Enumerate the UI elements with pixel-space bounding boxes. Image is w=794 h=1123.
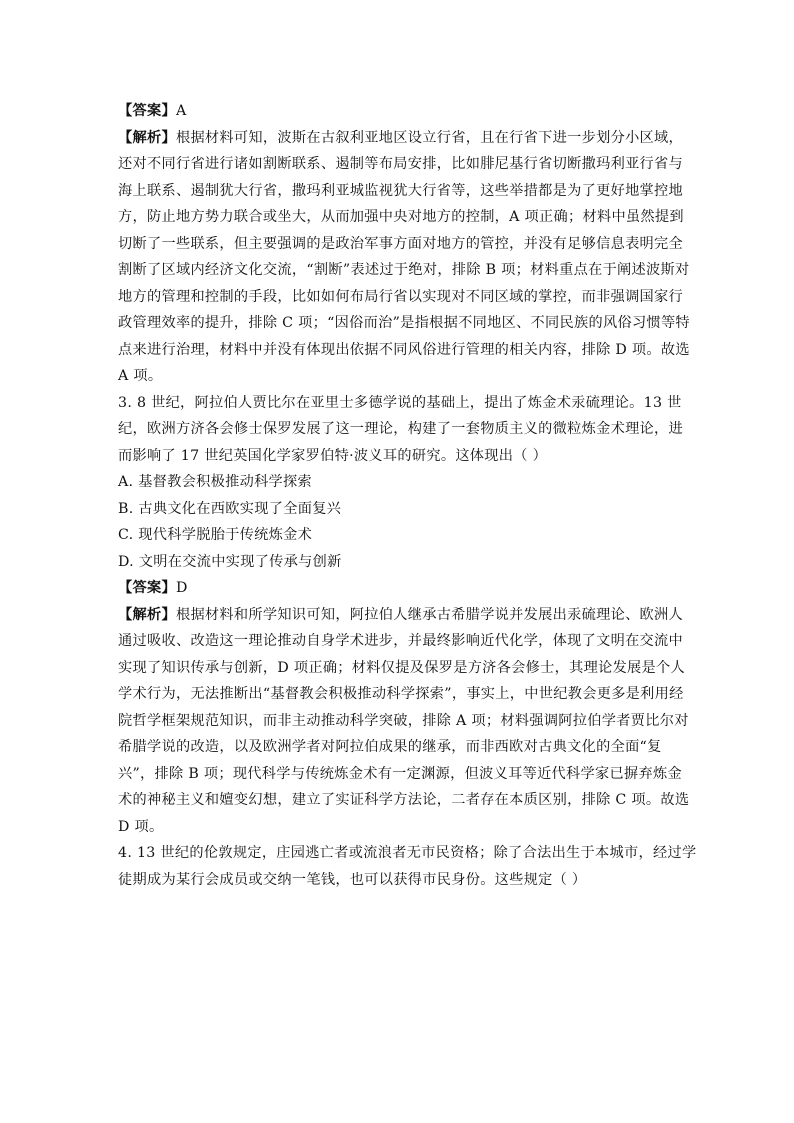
analysis-line: 实现了知识传承与创新，D 项正确；材料仅提及保罗是方济各会修士，其理论发展是个人 (118, 659, 686, 676)
analysis-line: 海上联系、遏制犹大行省，撒玛利亚城监视犹大行省等，这些举措都是为了更好地掌控地 (118, 182, 684, 199)
analysis-line: D 项。 (118, 818, 164, 835)
analysis-line: 术的神秘主义和嬗变幻想，建立了实证科学方法论，二者存在本质区别，排除 C 项。故选 (118, 792, 690, 808)
analysis-line: 点来进行治理，材料中并没有体现出依据不同风俗进行管理的相关内容，排除 D 项。故选 (118, 341, 690, 358)
analysis-line: 希腊学说的改造，以及欧洲学者对阿拉伯成果的继承，而非西欧对古典文化的全面“复 (118, 739, 662, 755)
answer-line (118, 575, 678, 602)
option-c: C. 现代科学脱胎于传统炼金术 (118, 527, 313, 543)
analysis-tag: 【解析】 (118, 129, 176, 146)
answer-value: D (175, 580, 188, 596)
analysis-tag: 【解析】 (118, 606, 176, 623)
analysis-line: 通过吸收、改造这一理论推动自身学术进步，并最终影响近代化学，体现了文明在交流中 (118, 633, 684, 649)
analysis-line: A 项。 (118, 368, 163, 384)
answer-line (118, 98, 678, 125)
analysis-line: 还对不同行省进行诸如割断联系、遏制等布局安排，比如腓尼基行省切断撒玛利亚行省与 (118, 156, 684, 172)
analysis-line (118, 602, 684, 629)
analysis-line: 学术行为，无法推断出“基督教会积极推动科学探索”，事实上，中世纪教会更多是利用经 (118, 686, 684, 702)
analysis-line: 方，防止地方势力联合或坐大，从而加强中央对地方的控制，A 项正确；材料中虽然提到 (118, 209, 684, 225)
option-a: A. 基督教会积极推动科学探索 (118, 474, 313, 490)
analysis-line: 兴”，排除 B 项；现代科学与传统炼金术有一定渊源，但波义耳等近代科学家已摒弃炼金 (118, 765, 682, 782)
analysis-line: 政管理效率的提升，排除 C 项；“因俗而治”是指根据不同地区、不同民族的风俗习惯等特 (118, 315, 690, 331)
analysis-line: 地方的管理和控制的手段，比如如何布局行省以实现对不同区域的掌控，而非强调国家行 (118, 288, 684, 305)
analysis-text: 根据材料可知，波斯在古叙利亚地区设立行省，且在行省下进一步划分小区域， (175, 129, 684, 146)
question-stem: 3. 8 世纪，阿拉伯人贾比尔在亚里士多德学说的基础上，提出了炼金术汞硫理论。13 世 (118, 394, 682, 411)
analysis-line (118, 125, 684, 152)
analysis-line: 院哲学框架规范知识，而非主动推动科学突破，排除 A 项；材料强调阿拉伯学者贾比尔对 (118, 712, 689, 729)
option-b: B. 古典文化在西欧实现了全面复兴 (118, 500, 342, 517)
answer-value: A (175, 103, 187, 119)
answer-tag: 【答案】 (118, 103, 176, 119)
option-d: D. 文明在交流中实现了传承与创新 (118, 553, 342, 570)
answer-tag: 【答案】 (118, 580, 176, 596)
question-stem: 徒期成为某行会成员或交纳一笔钱，也可以获得市民身份。这些规定（ ） (118, 871, 587, 888)
question-stem: 4. 13 世纪的伦敦规定，庄园逃亡者或流浪者无市民资格；除了合法出生于本城市，经过学 (118, 845, 697, 861)
question-stem: 而影响了 17 世纪英国化学家罗伯特·波义耳的研究。这体现出（ ） (118, 447, 548, 464)
analysis-text: 根据材料和所学知识可知，阿拉伯人继承古希腊学说并发展出汞硫理论、欧洲人 (175, 606, 684, 623)
analysis-line: 切断了一些联系，但主要强调的是政治军事方面对地方的管控，并没有足够信息表明完全 (118, 235, 684, 252)
question-stem: 纪，欧洲方济各会修士保罗发展了这一理论，构建了一套物质主义的微粒炼金术理论，进 (118, 421, 684, 437)
analysis-line: 割断了区域内经济文化交流，“割断”表述过于绝对，排除 B 项；材料重点在于阐述波斯对 (118, 262, 690, 278)
document-page (118, 98, 697, 893)
